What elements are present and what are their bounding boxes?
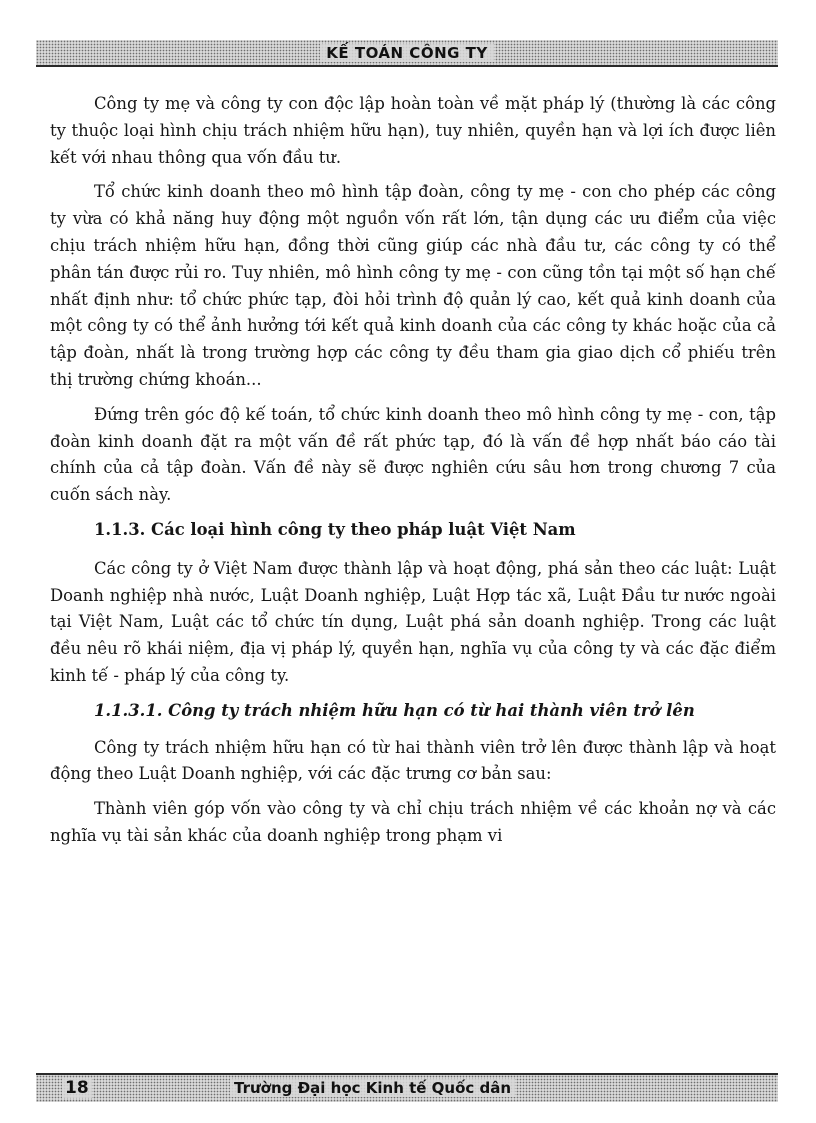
header-title — [36, 44, 778, 62]
page-body — [50, 91, 776, 858]
running-footer — [36, 1073, 778, 1102]
paragraph-6: Thành viên góp vốn vào công ty và chỉ chịu trách nhiệm về các khoản nợ và các nghĩa vụ tài sản khác của doanh nghiệp trong phạm vi — [50, 799, 776, 845]
header-title-text: KẾ TOÁN CÔNG TY — [320, 44, 494, 62]
paragraph-1: Công ty mẹ và công ty con độc lập hoàn toàn về mặt pháp lý (thường là các công ty thuộc loại hình chịu trách nhiệm hữu hạn), tuy nhiên, quyền hạn và lợi ích được liên kết với nhau thông qua vốn đầu tư. — [50, 94, 776, 167]
section-heading-1-1-3-1: 1.1.3.1. Công ty trách nhiệm hữu hạn có từ hai thành viên trở lên — [94, 700, 695, 720]
paragraph-5: Công ty trách nhiệm hữu hạn có từ hai thành viên trở lên được thành lập và hoạt động theo Luật Doanh nghiệp, với các đặc trưng cơ bản sau: — [50, 737, 776, 784]
footer-title: Trường Đại học Kinh tế Quốc dân — [230, 1079, 515, 1097]
paragraph-4: Các công ty ở Việt Nam được thành lập và hoạt động, phá sản theo các luật: Luật Doanh nghiệp nhà nước, Luật Doanh nghiệp, Luật Hợp tác xã, Luật Đầu tư nước ngoài tại Việt Nam, Luật các tổ chức tín dụng, Luật phá sản doanh nghiệp. Trong các luật đều nêu rõ khái niệm, địa vị pháp lý, quyền hạn, nghĩa vụ của công ty và các đặc điểm kinh tế - pháp lý của công ty. — [50, 558, 776, 685]
paragraph-2: Tổ chức kinh doanh theo mô hình tập đoàn, công ty mẹ - con cho phép các công ty vừa có khả năng huy động một nguồn vốn rất lớn, tận dụng các ưu điểm của việc chịu trách nhiệm hữu hạn, đồng thời cũng giúp các nhà đầu tư, các công ty có thể phân tán được rủi ro. Tuy nhiên, mô hình công ty mẹ - con cũng tồn tại một số hạn chế nhất định như: tổ chức phức tạp, đòi hỏi trình độ quản lý cao, kết quả kinh doanh của một công ty có thể ảnh hưởng tới kết quả kinh doanh của các công ty khác hoặc của cả tập đoàn, nhất là trong trường hợp các công ty đều tham gia giao dịch cổ phiếu trên thị trường chứng khoán... — [50, 182, 776, 389]
page-number: 18 — [62, 1078, 92, 1098]
running-header — [36, 40, 778, 67]
section-heading-1-1-3: 1.1.3. Các loại hình công ty theo pháp luật Việt Nam — [94, 519, 576, 539]
paragraph-3: Đứng trên góc độ kế toán, tổ chức kinh doanh theo mô hình công ty mẹ - con, tập đoàn kinh doanh đặt ra một vấn đề rất phức tạp, đó là vấn đề hợp nhất báo cáo tài chính của cả tập đoàn. Vấn đề này sẽ được nghiên cứu sâu hơn trong chương 7 của cuốn sách này. — [50, 404, 776, 505]
